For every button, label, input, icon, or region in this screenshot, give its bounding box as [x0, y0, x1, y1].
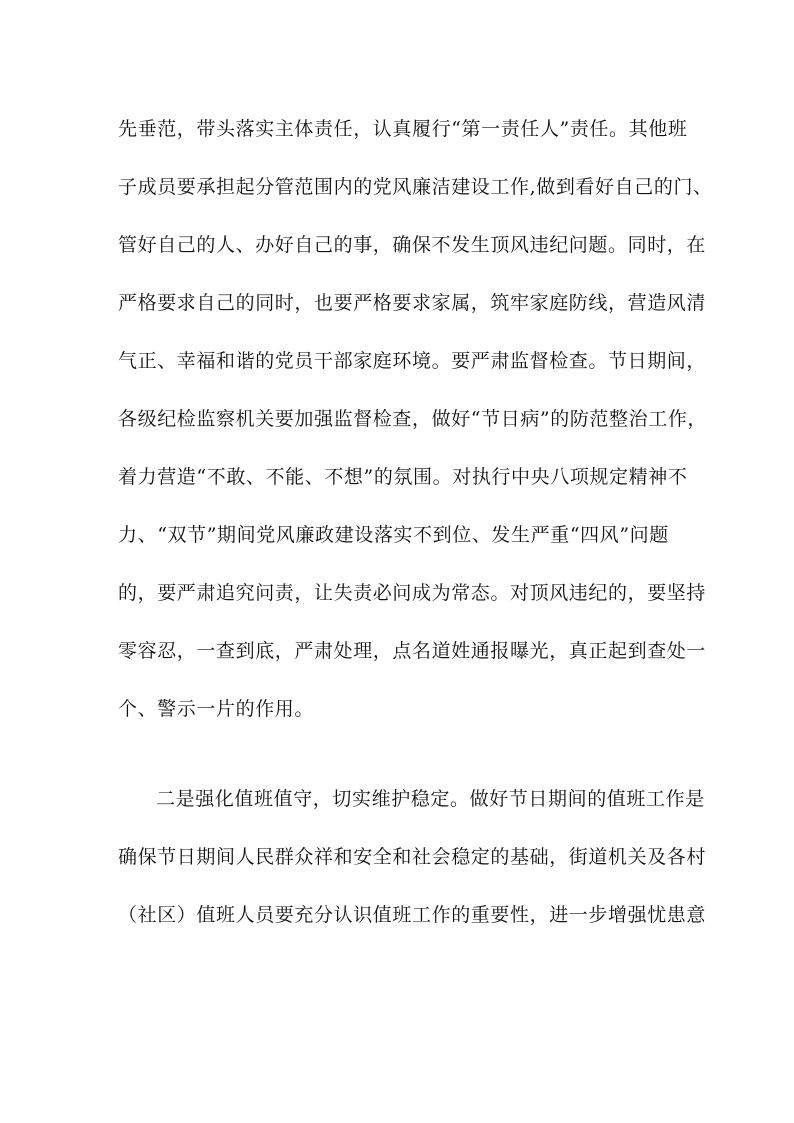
- paragraph-line: 着力营造“不敢、不能、不想”的氛围。对执行中央八项规定精神不: [118, 466, 688, 488]
- paragraph-line: 管好自己的人、办好自己的事，确保不发生顶风违纪问题。同时，在: [118, 234, 707, 256]
- paragraph-line: 先垂范，带头落实主体责任，认真履行“第一责任人”责任。其他班: [118, 118, 688, 140]
- paragraph-line: 的，要严肃追究问责，让失责必问成为常态。对顶风违纪的，要坚持: [118, 582, 707, 604]
- paragraph-line: 力、“双节”期间党风廉政建设落实不到位、发生严重“四风”问题: [118, 524, 669, 546]
- paragraph-line: （社区）值班人员要充分认识值班工作的重要性，进一步增强忧患意: [118, 904, 707, 926]
- paragraph-line: 子成员要承担起分管范围内的党风廉洁建设工作,做到看好自己的门、: [118, 176, 713, 198]
- paragraph-line: 严格要求自己的同时，也要严格要求家属，筑牢家庭防线，营造风清: [118, 292, 707, 314]
- paragraph-line: 各级纪检监察机关要加强监督检查，做好“节日病”的防范整治工作，: [118, 408, 708, 430]
- paragraph-line: 气正、幸福和谐的党员干部家庭环境。要严肃监督检查。节日期间，: [118, 350, 707, 372]
- paragraph-line: 二是强化值班值守，切实维护稳定。做好节日期间的值班工作是: [156, 788, 705, 810]
- paragraph-line: 个、警示一片的作用。: [118, 698, 315, 720]
- paragraph-line: 零容忍，一查到底，严肃处理，点名道姓通报曝光，真正起到查处一: [118, 640, 707, 662]
- paragraph-line: 确保节日期间人民群众祥和安全和社会稳定的基础，街道机关及各村: [118, 846, 707, 868]
